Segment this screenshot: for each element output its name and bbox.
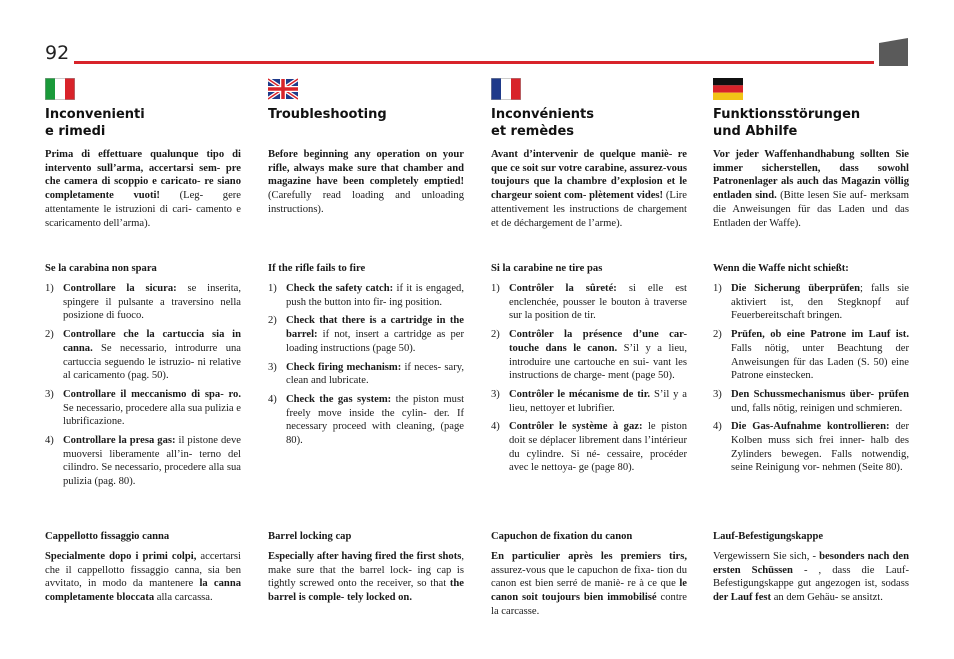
header-rule (74, 61, 874, 64)
item-number: 3) (491, 388, 500, 400)
item-number: 3) (268, 361, 277, 373)
text-run: (Carefully read loading and unloading instructions). (268, 190, 464, 215)
section-heading (45, 106, 145, 140)
text-run: S’il y a lieu, introduire une cartouche en sui- vant les instructions de charge- ment (page 50). (509, 342, 687, 382)
checklist-item (713, 388, 909, 415)
barrel-cap-paragraph (45, 550, 241, 605)
section-subtitle: Lauf-Befestigungskappe (713, 531, 824, 542)
checklist-item (45, 328, 241, 383)
checklist-item (268, 361, 464, 388)
bold-text: besonders nach den ersten Schüssen (713, 551, 909, 576)
page-number: 92 (45, 42, 70, 64)
bold-text: Avant d’intervenir de quelque maniè- re que ce soit sur votre carabine, assurez-vous toujours que la chambre d’explosion et le chargeur soient com- plètement vides! (491, 149, 687, 202)
text-run: (Bitte lesen Sie auf- merksam die Anweisungen für das Laden und das Entladen der Waffe). (713, 190, 909, 229)
checklist-item (491, 282, 687, 323)
bold-text: Contrôler la sûreté: (509, 283, 617, 294)
section-heading (268, 106, 387, 123)
checklist-item (268, 393, 464, 448)
column-german (713, 78, 909, 604)
barrel-cap-section (713, 530, 909, 605)
checklist-item (45, 388, 241, 429)
item-number: 4) (268, 393, 277, 405)
text-run: if neces- sary, clean and lubricate. (286, 361, 464, 387)
section-subtitle: Si la carabine ne tire pas (491, 263, 603, 274)
text-run: il pistone deve muoversi liberamente all’in- terno del cilindro. Se necessario, procedere alla sua pulizia (pag. 80). (63, 435, 241, 488)
heading-line: et remèdes (491, 124, 575, 139)
barrel-cap-section (45, 530, 241, 605)
bold-text: Contrôler le système à gaz: (509, 421, 643, 433)
fails-to-fire-section (45, 262, 241, 494)
section-subtitle: Wenn die Waffe nicht schießt: (713, 263, 849, 274)
bold-text: Vor jeder Waffenhandhabung sollten Sie immer sicherstellen, dass sowohl Patronenlager als auch das Magazin völlig entladen sind. (713, 149, 909, 202)
checklist-item (713, 328, 909, 383)
intro-paragraph (491, 148, 687, 230)
fails-to-fire-section (713, 262, 909, 480)
text-run: ; falls sie aktiviert ist, den Stegknopf auf Feuerbereitschaft bringen. (731, 283, 909, 322)
france-flag (491, 78, 521, 100)
text-run: S’il y a lieu, nettoyer et lubrifier. (509, 388, 687, 414)
section-heading (491, 106, 594, 140)
bold-text: Die Sicherung überprüfen (731, 283, 861, 294)
italy-flag (45, 78, 75, 100)
fails-to-fire-section (491, 262, 687, 480)
text-run: Se necessario, introdurre una cartuccia seguendo le istruzio- ni relative al caricamento (pag. 50). (63, 342, 241, 382)
intro-paragraph (713, 148, 909, 230)
item-number: 3) (45, 388, 54, 400)
bold-text: Specialmente dopo i primi colpi, (45, 551, 197, 562)
intro-paragraph (45, 148, 241, 230)
section-subtitle: Se la carabina non spara (45, 263, 157, 274)
text-run: le piston doit se déplacer librement dans l’intérieur du cylindre. Si né- cessaire, procéder avec le nettoya- ge (page 80). (509, 421, 687, 474)
text-run: the piston must freely move inside the cylin- der. If necessary proceed with cleaning, (page 80). (286, 393, 465, 447)
checklist (491, 282, 687, 475)
item-number: 2) (491, 329, 500, 341)
heading-line: und Abhilfe (713, 124, 798, 139)
text-run: (Lire attentivement les instructions de chargement et de déchargement de l’arme). (491, 190, 687, 229)
bold-text: the barrel is comple- tely locked on. (268, 578, 464, 604)
heading-line: e rimedi (45, 124, 106, 139)
text-run: assurez-vous que le capuchon de fixa- tion du canon est bien serré de maniè- re à ce que (491, 564, 687, 590)
item-number: 3) (713, 388, 722, 400)
section-heading (713, 106, 860, 140)
heading-line: Funktionsstörungen (713, 107, 861, 122)
bold-text: la canna completamente bloccata (45, 578, 242, 604)
bold-text: Controllare che la cartuccia sia in canna. (63, 329, 241, 354)
heading-line: Inconvénients (491, 107, 595, 122)
intro-paragraph (268, 148, 464, 217)
barrel-cap-paragraph (268, 550, 464, 605)
section-subtitle: Cappellotto fissaggio canna (45, 531, 170, 542)
checklist-item (268, 282, 464, 309)
section-subtitle: Capuchon de fixation du canon (491, 531, 633, 542)
text-run: alla carcassa. (154, 592, 213, 604)
item-number: 1) (45, 283, 54, 294)
checklist (713, 282, 909, 475)
bold-text: Controllare la presa gas: (63, 435, 176, 447)
text-run: Falls nötig, unter Beachtung der Anweisungen für das Laden (S. 50) eine Patrone einstecken. (731, 342, 909, 382)
text-run: se inserita, spingere il pulsante a traversino nella posizione di fuoco. (63, 283, 241, 322)
checklist-item (45, 434, 241, 489)
text-run: an dem Gehäu- se ansitzt. (771, 592, 883, 604)
item-number: 2) (268, 315, 277, 327)
checklist-item (491, 388, 687, 415)
bold-text: Controllare la sicura: (63, 283, 177, 294)
column-french (491, 78, 687, 617)
heading-line: Troubleshooting (268, 107, 387, 122)
bold-text: Prüfen, ob eine Patrone im Lauf ist. (731, 329, 909, 341)
text-run: if it is engaged, push the button into fir- ing position. (286, 283, 464, 308)
section-subtitle: Barrel locking cap (268, 531, 352, 542)
barrel-cap-section (268, 530, 464, 605)
checklist (268, 282, 464, 448)
bold-text: le canon soit toujours bien immobilisé (491, 578, 687, 604)
bold-text: Check firing mechanism: (286, 361, 402, 373)
text-run: contre la carcasse. (491, 592, 687, 617)
text-run: Vergewissern Sie sich, - (713, 551, 820, 562)
germany-flag (713, 78, 743, 100)
bold-text: Check the gas system: (286, 393, 392, 405)
bold-text: der Lauf fest (713, 592, 772, 604)
bold-text: Check that there is a cartridge in the barrel: (286, 315, 464, 341)
barrel-cap-paragraph (713, 550, 909, 605)
item-number: 2) (45, 329, 54, 341)
text-run: if not, insert a cartridge as per loading instructions (page 50). (286, 329, 464, 354)
bold-text: Before beginning any operation on your rifle, always make sure that chamber and magazine have been completely emptied! (268, 149, 464, 188)
bold-text: Die Gas-Aufnahme kontrollieren: (731, 421, 890, 433)
barrel-cap-paragraph (491, 550, 687, 619)
bold-text: Contrôler le mécanisme de tir. (509, 388, 651, 400)
fails-to-fire-section (268, 262, 464, 453)
checklist (45, 282, 241, 489)
checklist-item (45, 282, 241, 323)
item-number: 1) (268, 283, 277, 294)
checklist-item (713, 282, 909, 323)
checklist-item (713, 420, 909, 475)
item-number: 2) (713, 329, 722, 341)
bold-text: Den Schussmechanismus über- prüfen (731, 388, 909, 400)
bold-text: Especially after having fired the first shots (268, 551, 462, 562)
bold-text: Controllare il meccanismo di spa- ro. (63, 388, 241, 400)
heading-line: Inconvenienti (45, 107, 145, 122)
checklist-item (491, 420, 687, 475)
item-number: 1) (491, 283, 500, 294)
item-number: 4) (491, 421, 500, 433)
column-english (268, 78, 465, 604)
text-run: Se necessario, procedere alla sua pulizia e lubrificazione. (63, 402, 241, 428)
column-italian (45, 78, 242, 604)
bold-text: Contrôler la présence d’une car- touche dans le canon. (509, 329, 687, 354)
text-run: (Leg- gere attentamente le istruzioni di cari- camento e scaricamento dell’arma). (45, 190, 241, 229)
text-run: und, falls nötig, reinigen und schmieren. (731, 402, 903, 414)
text-run: accertarsi che il cappellotto fissaggio canna, sia ben avvitato, in modo da mantenere (45, 551, 241, 590)
section-subtitle: If the rifle fails to fire (268, 263, 366, 274)
text-run: der Kolben muss sich frei inner- halb des Zylinders bewegen. Falls notwendig, seine Reinigung vor- nehmen (Seite 80). (731, 421, 909, 474)
item-number: 4) (45, 435, 54, 447)
corner-tab-icon (879, 38, 908, 66)
checklist-item (491, 328, 687, 383)
text-run: si elle est enclenchée, pousser le bouton à traverse sur la position de tir. (509, 283, 687, 322)
bold-text: Check the safety catch: (286, 283, 394, 294)
text-run: - , dass die Lauf-Befestigungskappe gut angezogen ist, sodass (713, 564, 909, 590)
bold-text: Prima di effettuare qualunque tipo di intervento sull’arma, accertarsi sem- pre che camera di scoppio e caricato- re siano completamente vuoti! (45, 149, 241, 202)
bold-text: En particulier après les premiers tirs, (491, 551, 687, 562)
item-number: 1) (713, 283, 722, 294)
barrel-cap-section (491, 530, 687, 619)
uk-flag (268, 78, 298, 100)
item-number: 4) (713, 421, 722, 433)
text-run: , make sure that the barrel lock- ing cap is tightly screwed onto the receiver, so that (268, 551, 464, 590)
checklist-item (268, 314, 464, 355)
